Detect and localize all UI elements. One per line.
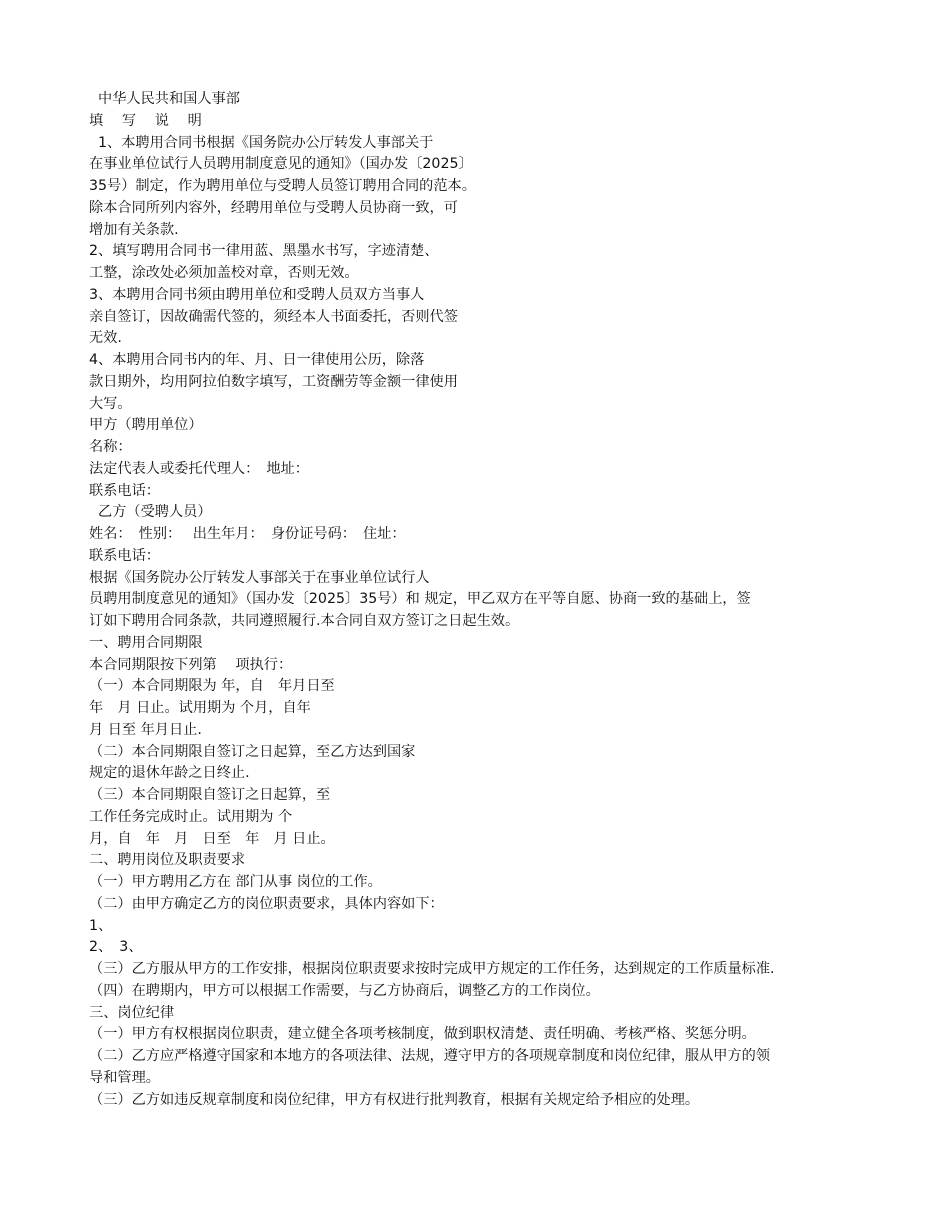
clause-line: （三）本合同期限自签订之日起算，至: [89, 787, 331, 803]
clause-line: （三）乙方如违反规章制度和岗位纪律，甲方有权进行批判教育，根据有关规定给予相应的处理。: [89, 1091, 700, 1108]
instruction-line: 亲自签订，因故确需代签的，须经本人书面委托，否则代签: [89, 308, 458, 325]
clause-line: 月 日至 年月日止.: [89, 721, 202, 738]
clause-line: 导和管理。: [89, 1069, 160, 1086]
clause-line: 月，自 年 月 日至 年 月 日止。: [89, 830, 335, 847]
instructions-heading: 填 写 说 明: [89, 112, 202, 129]
preamble-line: 员聘用制度意见的通知》（国办发〔2025〕35号）和 规定，甲乙双方在平等自愿、协商一致的基础上，签: [89, 591, 751, 608]
document-page: [89, 89, 879, 1111]
party-a-representative-field: 法定代表人或委托代理人： 地址：: [89, 460, 309, 477]
section-heading-position: 二、聘用岗位及职责要求: [89, 852, 246, 869]
instruction-line: 增加有关条款.: [89, 221, 179, 238]
clause-line: （二）本合同期限自签订之日起算，至乙方达到国家: [89, 743, 416, 760]
section-heading-discipline: 三、岗位纪律: [89, 1004, 175, 1021]
clause-line: （一）甲方有权根据岗位职责，建立健全各项考核制度，做到职权清楚、责任明确、考核严格、奖惩分明。: [89, 1026, 756, 1043]
preamble-line: 根据《国务院办公厅转发人事部关于在事业单位试行人: [89, 569, 430, 586]
clause-line: （四）在聘期内，甲方可以根据工作需要，与乙方协商后，调整乙方的工作岗位。: [89, 982, 600, 999]
clause-line: （一）本合同期限为 年，自 年月日至: [89, 678, 335, 695]
instruction-line: 1、本聘用合同书根据《国务院办公厅转发人事部关于: [89, 134, 434, 151]
section-heading-term: 一、聘用合同期限: [89, 634, 203, 651]
instruction-line: 款日期外，均用阿拉伯数字填写，工资酬劳等金额一律使用: [89, 373, 458, 390]
party-a-name-field: 名称：: [89, 439, 132, 455]
clause-line: 规定的退休年龄之日终止.: [89, 765, 250, 782]
instruction-line: 35号）制定，作为聘用单位与受聘人员签订聘用合同的范本。: [89, 178, 476, 194]
instruction-line: 3、本聘用合同书须由聘用单位和受聘人员双方当事人: [89, 286, 425, 303]
party-b-info-fields: 姓名： 性别： 出生年月： 身份证号码： 住址：: [89, 526, 406, 542]
clause-line: 工作任务完成时止。试用期为 个: [89, 808, 293, 825]
instruction-line: 4、本聘用合同书内的年、月、日一律使用公历，除落: [89, 352, 425, 368]
clause-line: （二）乙方应严格遵守国家和本地方的各项法律、法规，遵守甲方的各项规章制度和岗位纪律，服从甲方的领: [89, 1048, 771, 1064]
issuer-heading: 中华人民共和国人事部: [89, 91, 240, 107]
party-a-heading: 甲方（聘用单位）: [89, 417, 203, 434]
party-b-heading: 乙方（受聘人员）: [89, 504, 212, 521]
instruction-line: 大写。: [89, 395, 132, 412]
instruction-line: 2、填写聘用合同书一律用蓝、黑墨水书写，字迹清楚、: [89, 243, 439, 260]
clause-line: （三）乙方服从甲方的工作安排，根据岗位职责要求按时完成甲方规定的工作任务，达到规定的工作质量标准.: [89, 961, 775, 977]
clause-line: 年 月 日止。试用期为 个月，自年: [89, 700, 311, 716]
instruction-line: 在事业单位试行人员聘用制度意见的通知》（国办发〔2025〕: [89, 156, 473, 173]
clause-line: （二）由甲方确定乙方的岗位职责要求，具体内容如下：: [89, 895, 444, 912]
instruction-line: 无效.: [89, 330, 122, 347]
clause-line: （一）甲方聘用乙方在 部门从事 岗位的工作。: [89, 874, 382, 890]
party-b-phone-field: 联系电话：: [89, 547, 160, 564]
clause-line: 本合同期限按下列第 项执行：: [89, 656, 293, 673]
preamble-line: 订如下聘用合同条款，共同遵照履行.本合同自双方签订之日起生效。: [89, 613, 520, 629]
instruction-line: 工整，涂改处必须加盖校对章，否则无效。: [89, 265, 359, 281]
clause-line: 1、: [89, 917, 113, 934]
clause-line: 2、 3、: [89, 939, 143, 956]
instruction-line: 除本合同所列内容外，经聘用单位与受聘人员协商一致，可: [89, 199, 458, 216]
party-a-phone-field: 联系电话：: [89, 482, 160, 499]
